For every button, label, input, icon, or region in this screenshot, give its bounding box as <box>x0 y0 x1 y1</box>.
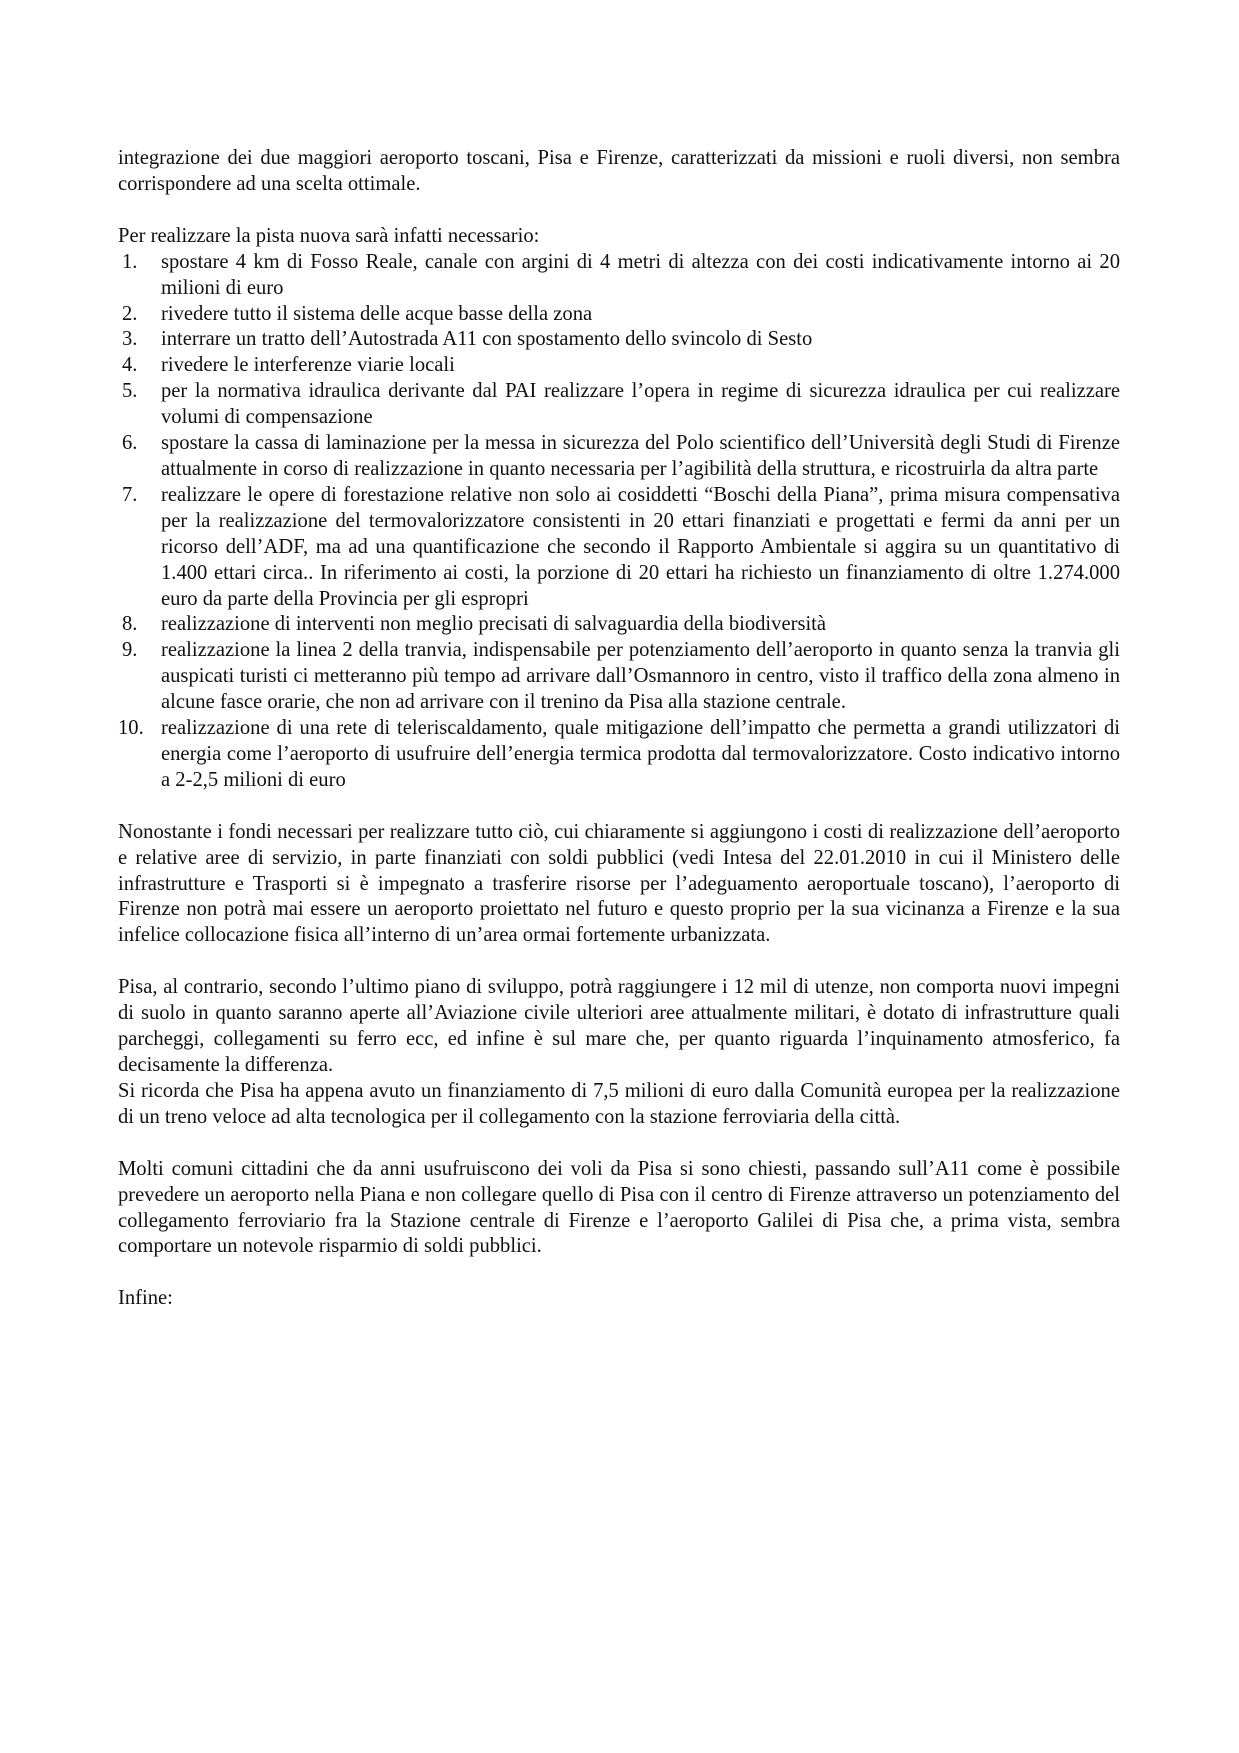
list-item-text: per la normativa idraulica derivante dal PAI realizzare l’opera in regime di sicurezza idraulica per cui realizzare volumi di compensazione <box>161 380 1120 429</box>
list-item-text: realizzazione di una rete di teleriscaldamento, quale mitigazione dell’impatto che permetta a grandi utilizzatori di energia come l’aeroporto di usufruire dell’energia termica prodotta dal termovalorizzatore. Costo indicativo intorno a 2-2,5 milioni di euro <box>161 717 1120 791</box>
list-item <box>118 638 1120 716</box>
list-item-number: 10. <box>118 717 144 740</box>
paragraph-ricorda: Si ricorda che Pisa ha appena avuto un finanziamento di 7,5 milioni di euro dalla Comunità europea per la realizzazione di un treno veloce ad alta tecnologica per il collegamento con la stazione ferroviaria della città. <box>118 1079 1120 1128</box>
intro-paragraph: integrazione dei due maggiori aeroporto toscani, Pisa e Firenze, caratterizzati da missioni e ruoli diversi, non sembra corrispondere ad una scelta ottimale. <box>118 147 1120 195</box>
list-item-number: 6. <box>122 432 138 455</box>
list-item <box>118 612 1120 638</box>
list-item <box>118 250 1120 302</box>
list-item-number: 3. <box>122 328 138 351</box>
list-item-number: 2. <box>122 302 138 325</box>
list-item <box>118 483 1120 613</box>
list-item <box>118 379 1120 431</box>
paragraph-spacer <box>118 198 1120 224</box>
list-item-text: spostare la cassa di laminazione per la messa in sicurezza del Polo scientifico dell’Università degli Studi di Firenze attualmente in corso di realizzazione in quanto necessaria per l’agibilità della struttura, e ricostruirla da altra parte <box>161 432 1120 480</box>
list-item <box>118 431 1120 483</box>
list-item <box>118 716 1120 794</box>
paragraph-pisa: Pisa, al contrario, secondo l’ultimo piano di sviluppo, potrà raggiungere i 12 mil di utenze, non comporta nuovi impegni di suolo in quanto saranno aperte all’Aviazione civile ulteriori aree attualmente militari, è dotato di infrastrutture quali parcheggi, collegamenti su ferro ecc, ed infine è sul mare che, per quanto riguarda l’inquinamento atmosferico, fa decisamente la differenza. <box>118 976 1120 1076</box>
requirements-list <box>118 250 1120 794</box>
list-item-text: rivedere tutto il sistema delle acque basse della zona <box>161 302 593 325</box>
list-item <box>118 302 1120 328</box>
list-item-text: realizzazione la linea 2 della tranvia, indispensabile per potenziamento dell’aeroporto in quanto senza la tranvia gli auspicati turisti ci metteranno più tempo ad arrivare dall’Osmannoro in centro, visto il traffico della zona almeno in alcune fasce orarie, che non ad arrivare con il trenino da Pisa alla stazione centrale. <box>161 639 1120 714</box>
list-item-text: rivedere le interferenze viarie locali <box>161 354 455 377</box>
list-item <box>118 327 1120 353</box>
list-item-number: 7. <box>122 483 138 506</box>
paragraph-nonostante: Nonostante i fondi necessari per realizzare tutto ciò, cui chiaramente si aggiungono i costi di realizzazione dell’aeroporto e relative aree di servizio, in parte finanziati con soldi pubblici (vedi Intesa del 22.01.2010 in cui il Ministero delle infrastrutture e Trasporti si è impegnato a trasferire risorse per l’adeguamento aeroportuale toscano), l’aeroporto di Firenze non potrà mai essere un aeroporto proiettato nel futuro e questo proprio per la sua vicinanza a Firenze e la sua infelice collocazione fisica all’interno di un’area ormai fortemente urbanizzata. <box>118 820 1120 947</box>
paragraph-spacer <box>118 1260 1120 1286</box>
list-item-number: 8. <box>122 613 138 636</box>
list-item <box>118 353 1120 379</box>
list-item-text: interrare un tratto dell’Autostrada A11 con spostamento dello svincolo di Sesto <box>161 328 813 351</box>
paragraph-spacer <box>118 949 1120 975</box>
paragraph-spacer <box>118 1131 1120 1157</box>
list-item-text: realizzazione di interventi non meglio precisati di salvaguardia della biodiversità <box>161 613 827 636</box>
closing-line: Infine: <box>118 1287 173 1310</box>
list-heading: Per realizzare la pista nuova sarà infatti necessario: <box>118 224 540 247</box>
list-item-number: 4. <box>122 354 138 377</box>
document-page <box>118 146 1120 1312</box>
paragraph-spacer <box>118 794 1120 820</box>
list-item-number: 5. <box>122 380 138 403</box>
list-item-number: 1. <box>122 250 138 273</box>
list-item-text: spostare 4 km di Fosso Reale, canale con argini di 4 metri di altezza con dei costi indicativamente intorno ai 20 milioni di euro <box>161 250 1120 299</box>
list-item-number: 9. <box>122 639 138 662</box>
list-item-text: realizzare le opere di forestazione relative non solo ai cosiddetti “Boschi della Piana”, prima misura compensativa per la realizzazione del termovalorizzatore consistenti in 20 ettari finanziati e progettati e fermi da anni per un ricorso dell’ADF, ma ad una quantificazione che secondo il Rapporto Ambientale si aggira su un quantitativo di 1.400 ettari circa.. In riferimento ai costi, la porzione di 20 ettari ha richiesto un finanziamento di oltre 1.274.000 euro da parte della Provincia per gli espropri <box>161 483 1120 610</box>
paragraph-molti: Molti comuni cittadini che da anni usufruiscono dei voli da Pisa si sono chiesti, passando sull’A11 come è possibile prevedere un aeroporto nella Piana e non collegare quello di Pisa con il centro di Firenze attraverso un potenziamento del collegamento ferroviario fra la Stazione centrale di Firenze e l’aeroporto Galilei di Pisa che, a prima vista, sembra comportare un notevole risparmio di soldi pubblici. <box>118 1157 1120 1258</box>
